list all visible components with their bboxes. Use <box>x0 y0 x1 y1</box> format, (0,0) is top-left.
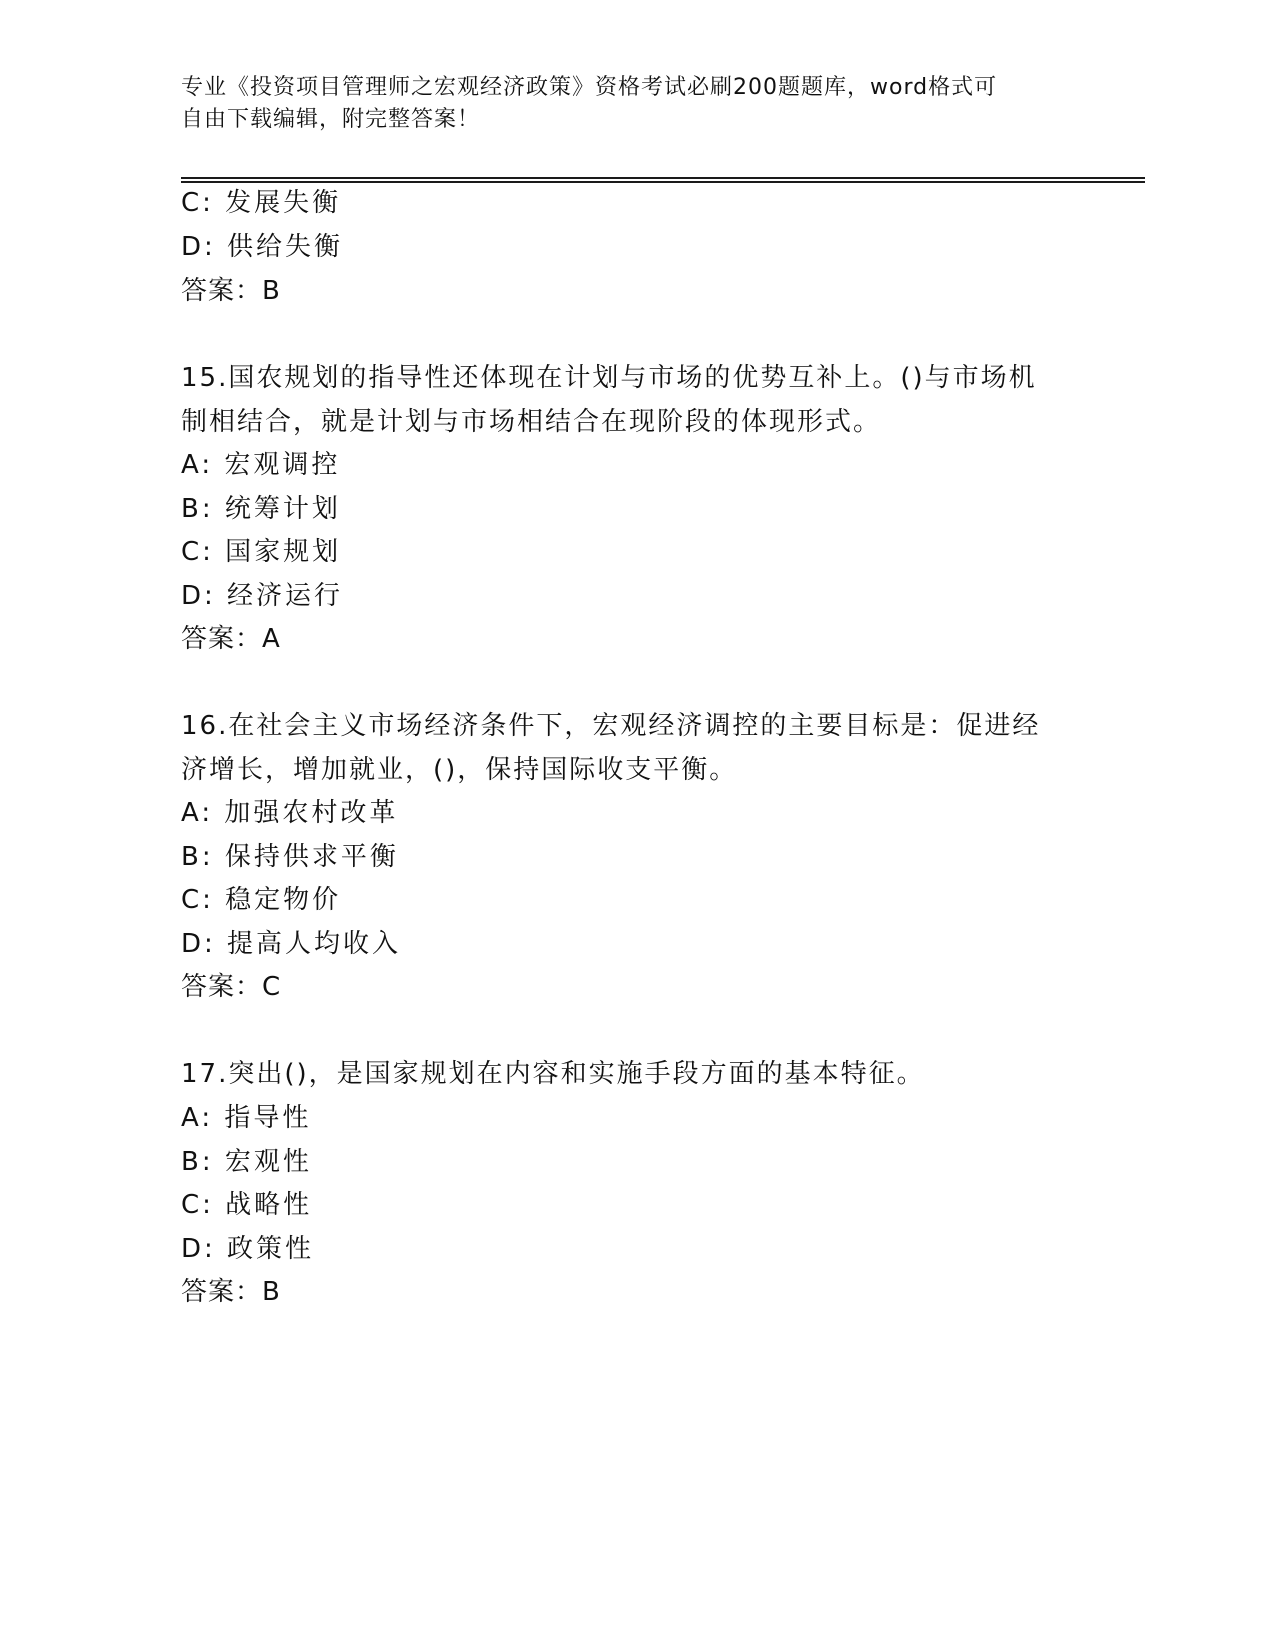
option-line: A: 加强农村改革 <box>181 798 399 828</box>
option-line: D: 提高人均收入 <box>181 929 402 959</box>
option-line: C: 国家规划 <box>181 537 342 567</box>
answer-line: 答案：B <box>181 276 281 306</box>
answer-line: 答案：C <box>181 972 282 1002</box>
question-stem-line: 济增长，增加就业，()，保持国际收支平衡。 <box>181 755 738 785</box>
answer-line: 答案：B <box>181 1277 281 1307</box>
option-line: D: 供给失衡 <box>181 232 344 262</box>
option-line: D: 经济运行 <box>181 581 344 611</box>
question-stem-line: 制相结合，就是计划与市场相结合在现阶段的体现形式。 <box>181 407 882 437</box>
header-line-1: 专业《投资项目管理师之宏观经济政策》资格考试必刷200题题库，word格式可 <box>181 75 998 100</box>
question-stem-line: 17.突出()，是国家规划在内容和实施手段方面的基本特征。 <box>181 1059 925 1089</box>
option-line: C: 战略性 <box>181 1190 313 1220</box>
question-stem-line: 15.国农规划的指导性还体现在计划与市场的优势互补上。()与市场机 <box>181 363 1037 393</box>
option-line: C: 发展失衡 <box>181 188 342 218</box>
header-line-2: 自由下载编辑，附完整答案！ <box>181 107 481 132</box>
option-line: B: 保持供求平衡 <box>181 842 399 872</box>
option-line: B: 统筹计划 <box>181 494 341 524</box>
option-line: A: 指导性 <box>181 1103 312 1133</box>
option-line: B: 宏观性 <box>181 1147 312 1177</box>
document-header <box>181 72 1081 136</box>
header-rule-top <box>181 177 1145 179</box>
option-line: D: 政策性 <box>181 1234 315 1264</box>
header-rule-bottom <box>181 181 1145 183</box>
option-line: C: 稳定物价 <box>181 885 342 915</box>
answer-line: 答案：A <box>181 624 281 654</box>
question-stem-line: 16.在社会主义市场经济条件下，宏观经济调控的主要目标是：促进经 <box>181 711 1041 741</box>
option-line: A: 宏观调控 <box>181 450 341 480</box>
